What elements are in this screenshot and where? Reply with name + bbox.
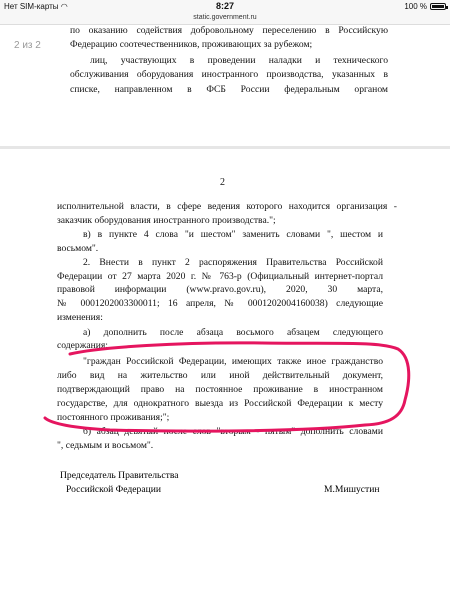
page1-line: Федерацию соотечественников, проживающих за рубежом; bbox=[70, 39, 313, 50]
page2-line: содержания: bbox=[57, 340, 108, 351]
page2-line: б) абзац девятый после слов "вторым - пятым" дополнить словами bbox=[83, 426, 383, 437]
page1-line: списке, направленном в ФСБ России федеральным органом bbox=[70, 84, 388, 95]
wifi-icon: ◠ bbox=[60, 2, 68, 11]
page2-line: правовой информации (www.pravo.gov.ru), 2020, 30 марта, bbox=[57, 284, 383, 295]
page2-line: заказчик оборудования иностранного производства."; bbox=[57, 215, 276, 226]
page2-line: государстве, для однократного выезда из Российской Федерации к месту bbox=[57, 398, 383, 409]
page2-line: а) дополнить после абзаца восьмого абзацем следующего bbox=[83, 327, 383, 338]
page2-line: восьмом". bbox=[57, 243, 99, 254]
signature-title-line1: Председатель Правительства bbox=[60, 470, 179, 481]
page2-line: исполнительной власти, в сфере ведения которого находится организация - bbox=[57, 201, 397, 212]
page2-line: № 0001202003300011; 16 апреля, № 0001202004160038) следующие bbox=[57, 298, 383, 309]
page-number: 2 bbox=[220, 177, 225, 188]
page1-line: лиц, участвующих в проведении наладки и технического bbox=[90, 55, 388, 66]
signature-name: М.Мишустин bbox=[324, 484, 380, 495]
page2-line: постоянного проживания;"; bbox=[57, 412, 170, 423]
page2-line: либо вид на жительство или иной действительный документ, bbox=[57, 370, 383, 381]
page1-line: обслуживания оборудования иностранного производства, указанных в bbox=[70, 69, 388, 80]
page-indicator: 2 из 2 bbox=[14, 40, 41, 51]
clock: 8:27 bbox=[215, 1, 234, 11]
signature-title-line2: Российской Федерации bbox=[66, 484, 161, 495]
page2-line: изменения: bbox=[57, 312, 103, 323]
page2-line: Федерации от 27 марта 2020 г. № 763-р (Официальный интернет-портал bbox=[57, 271, 383, 282]
carrier-text: Нет SIM-карты bbox=[4, 2, 59, 11]
address-bar[interactable]: static.government.ru bbox=[0, 14, 450, 25]
page2-line: в) в пункте 4 слова "и шестом" заменить словами ", шестом и bbox=[83, 229, 383, 240]
page2-line: "граждан Российской Федерации, имеющих также иное гражданство bbox=[83, 356, 383, 367]
page2-line: ", седьмым и восьмом". bbox=[57, 440, 154, 451]
page2-line: 2. Внести в пункт 2 распоряжения Правительства Российской bbox=[83, 257, 383, 268]
pink-circle-annotation bbox=[45, 343, 409, 431]
battery-percent: 100 % bbox=[404, 2, 427, 11]
page2-line: подтверждающий право на постоянное проживание в иностранном bbox=[57, 384, 383, 395]
page1-line: по оказанию содействия добровольному переселению в Российскую bbox=[70, 25, 388, 36]
